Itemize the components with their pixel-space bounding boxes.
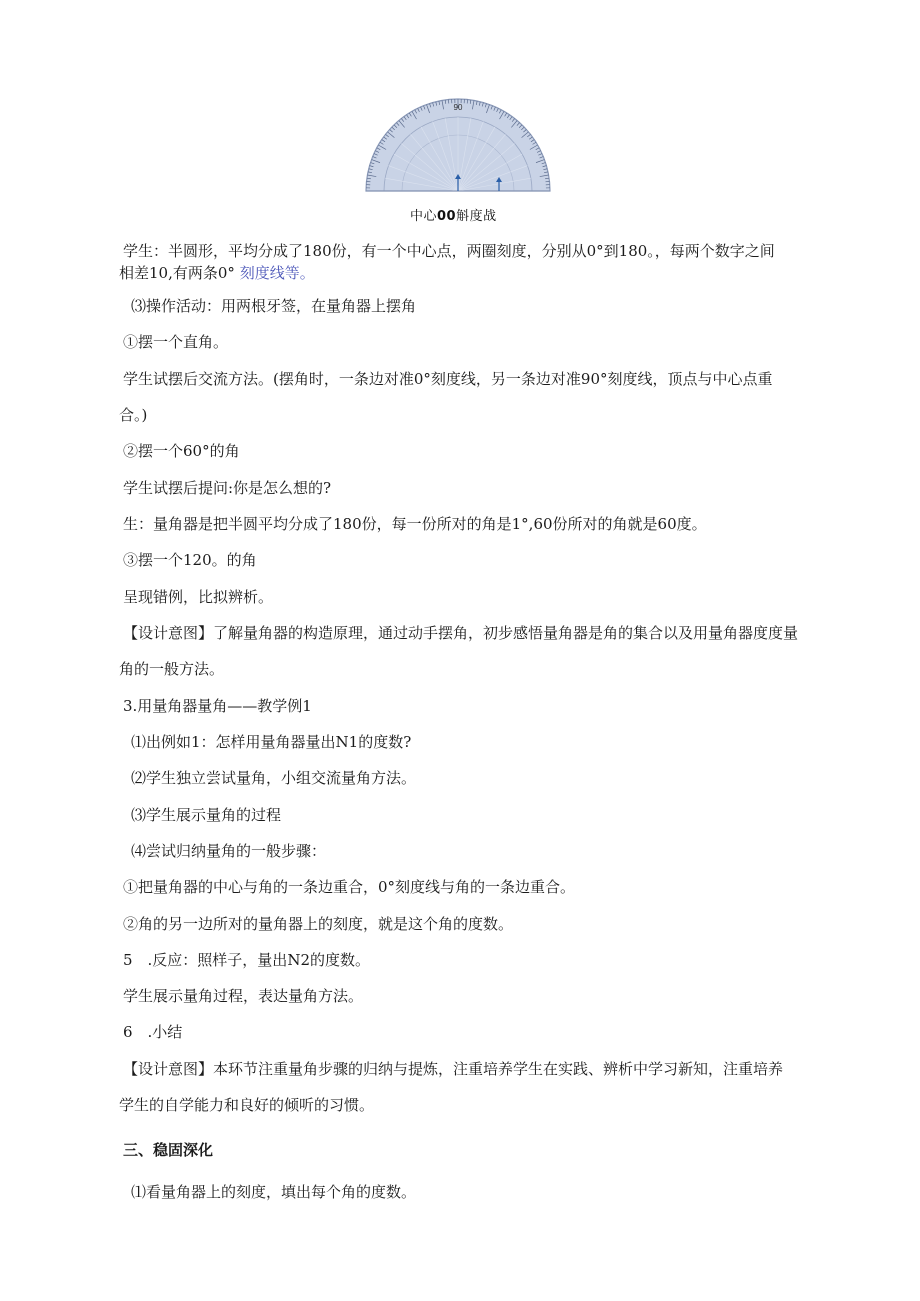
paragraph-student-answer-line1: 学生：半圆形，平均分成了180份，有一个中心点，两圈刻度，分别从0°到180。，每两个数字之间 xyxy=(123,242,775,260)
section-heading: 三、稳固深化 xyxy=(123,1141,214,1159)
paragraph-student-show: 学生展示量角过程，表达量角方法。 xyxy=(123,987,364,1005)
paragraph-step-4: ⑷尝试归纳量角的一般步骤： xyxy=(131,842,327,860)
paragraph-design-intent-2-line2: 学生的自学能力和良好的倾听的习惯。 xyxy=(119,1096,375,1114)
paragraph-design-intent-1-line1: 【设计意图】了解量角器的构造原理，通过动手摆角，初步感悟量角器是角的集合以及用量角器度度量 xyxy=(123,624,799,642)
paragraph-student-answer-line2-a: 相差10,有两条0° xyxy=(119,264,235,282)
paragraph-step-1: ⑴出例如1：怎样用量角器量出N1的度数? xyxy=(131,733,412,751)
paragraph-errors: 呈现错例，比拟辨析。 xyxy=(123,588,274,606)
paragraph-rule-1: ①把量角器的中心与角的一条边重合，0°刻度线与角的一条边重合。 xyxy=(123,878,576,896)
caption-prefix: 中心 xyxy=(410,209,438,224)
figure-caption xyxy=(410,205,497,224)
paragraph-question: 学生试摆后提问:你是怎么想的? xyxy=(123,479,332,497)
paragraph-activity: ⑶操作活动：用两根牙签，在量角器上摆角 xyxy=(131,297,417,315)
paragraph-120-angle: ③摆一个120。的角 xyxy=(123,551,257,569)
caption-suffix: 斛度战 xyxy=(456,209,497,224)
paragraph-student-reply: 生：量角器是把半圆平均分成了180份，每一份所对的角是1°,60份所对的角就是60度。 xyxy=(123,515,707,533)
paragraph-student-answer-line2-b: 刻度线等。 xyxy=(239,264,315,282)
paragraph-right-angle: ①摆一个直角。 xyxy=(123,333,229,351)
paragraph-practice: 5 .反应：照样子，量出N2的度数。 xyxy=(123,951,370,969)
paragraph-design-intent-1-line2: 角的一般方法。 xyxy=(119,660,225,678)
paragraph-student-answer-line2 xyxy=(119,263,315,283)
paragraph-example-heading: 3.用量角器量角——教学例1 xyxy=(123,697,312,715)
paragraph-step-2: ⑵学生独立尝试量角，小组交流量角方法。 xyxy=(131,769,417,787)
protractor-top-label: 90 xyxy=(453,103,463,112)
protractor-image xyxy=(362,92,554,197)
protractor-graphic xyxy=(362,92,554,197)
caption-bold: 00 xyxy=(437,209,457,224)
paragraph-exercise-1: ⑴看量角器上的刻度，填出每个角的度数。 xyxy=(131,1183,417,1201)
paragraph-60-angle: ②摆一个60°的角 xyxy=(123,442,240,460)
paragraph-step-3: ⑶学生展示量角的过程 xyxy=(131,806,282,824)
paragraph-summary: 6 .小结 xyxy=(123,1023,183,1041)
paragraph-design-intent-2-line1: 【设计意图】本环节注重量角步骤的归纳与提炼，注重培养学生在实践、辨析中学习新知，注重培养 xyxy=(123,1060,784,1078)
paragraph-rule-2: ②角的另一边所对的量角器上的刻度，就是这个角的度数。 xyxy=(123,915,514,933)
paragraph-method-line2: 合。) xyxy=(119,406,148,424)
paragraph-method-line1: 学生试摆后交流方法。(摆角时，一条边对准0°刻度线，另一条边对准90°刻度线，顶点与中心点重 xyxy=(123,370,773,388)
